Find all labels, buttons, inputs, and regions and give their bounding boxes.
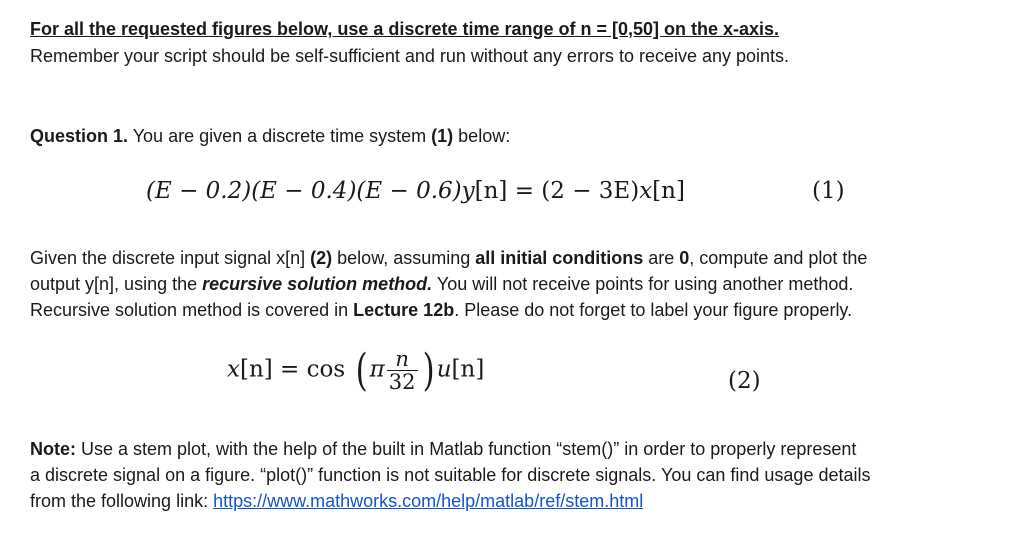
equation-1-y: y — [461, 178, 475, 204]
header-line-2: Remember your script should be self-sufficient and run without any errors to receive any points. — [30, 46, 790, 66]
equation-2-cos: = cos — [272, 356, 346, 383]
equation-2 — [227, 344, 485, 396]
equation-2-open-paren: ( — [355, 344, 368, 396]
equation-1-x: x — [639, 178, 653, 204]
equation-2-fraction — [387, 348, 418, 393]
equation-2-u: u — [436, 356, 452, 383]
equation-1-number: (1) — [812, 178, 845, 204]
equation-2-numerator: n — [395, 347, 409, 371]
body-text: , compute and plot the — [689, 248, 868, 268]
question-intro-text-a: You are given a discrete time system — [128, 126, 432, 146]
body-line-1 — [30, 247, 867, 269]
body-text: . Please do not forget to label your figure properly. — [454, 300, 853, 320]
body-recursive-method: recursive solution method. — [202, 274, 433, 294]
equation-1-rhs: = (2 − 3E) — [507, 178, 640, 204]
body-text: output y[n], using the — [30, 274, 203, 294]
body-text: You will not receive points for using another method. — [432, 274, 854, 294]
equation-2-index-2: [n] — [451, 356, 485, 383]
equation-1-index-2: [n] — [652, 178, 685, 204]
note-line-1 — [30, 438, 856, 460]
body-bold-zero: 0 — [679, 248, 690, 268]
equation-1-index-1: [n] — [474, 178, 508, 204]
equation-2-number: (2) — [728, 368, 761, 394]
equation-1-lhs: (E − 0.2)(E − 0.4)(E − 0.6) — [146, 178, 462, 204]
body-eq-ref: (2) — [310, 248, 333, 268]
equation-2-x: x — [227, 356, 240, 383]
body-bold-initial-conditions: all initial conditions — [475, 248, 644, 268]
body-text: Recursive solution method is covered in — [30, 300, 354, 320]
equation-1 — [146, 178, 685, 204]
header-reminder — [30, 45, 789, 67]
note-text-2: a discrete signal on a figure. “plot()” function is not suitable for discrete signals. You can find usage details — [30, 465, 871, 485]
body-line-3 — [30, 299, 852, 321]
body-text: Given the discrete input signal x[n] — [30, 248, 311, 268]
equation-2-denominator: 32 — [388, 370, 416, 394]
equation-2-pi: π — [369, 356, 385, 383]
header-line-1: For all the requested figures below, use a discrete time range of n = [0,50] on the x-axis. — [30, 19, 780, 39]
body-text: are — [643, 248, 680, 268]
body-line-2 — [30, 273, 853, 295]
note-line-2 — [30, 464, 870, 486]
question-label: Question 1. — [30, 126, 129, 146]
note-label: Note: — [30, 439, 76, 459]
header-instruction — [30, 18, 779, 40]
question-eq-ref: (1) — [431, 126, 454, 146]
body-lecture-ref: Lecture 12b — [353, 300, 455, 320]
stem-docs-link[interactable]: https://www.mathworks.com/help/matlab/ref/stem.html — [213, 491, 644, 511]
note-line-3 — [30, 490, 643, 512]
question-intro-text-b: below: — [453, 126, 511, 146]
note-text-1: Use a stem plot, with the help of the built in Matlab function “stem()” in order to properly represent — [76, 439, 857, 459]
equation-2-close-paren: ) — [422, 344, 435, 396]
equation-2-index-1: [n] — [239, 356, 273, 383]
body-text: below, assuming — [332, 248, 476, 268]
question-intro — [30, 125, 510, 147]
note-text-3: from the following link: — [30, 491, 214, 511]
